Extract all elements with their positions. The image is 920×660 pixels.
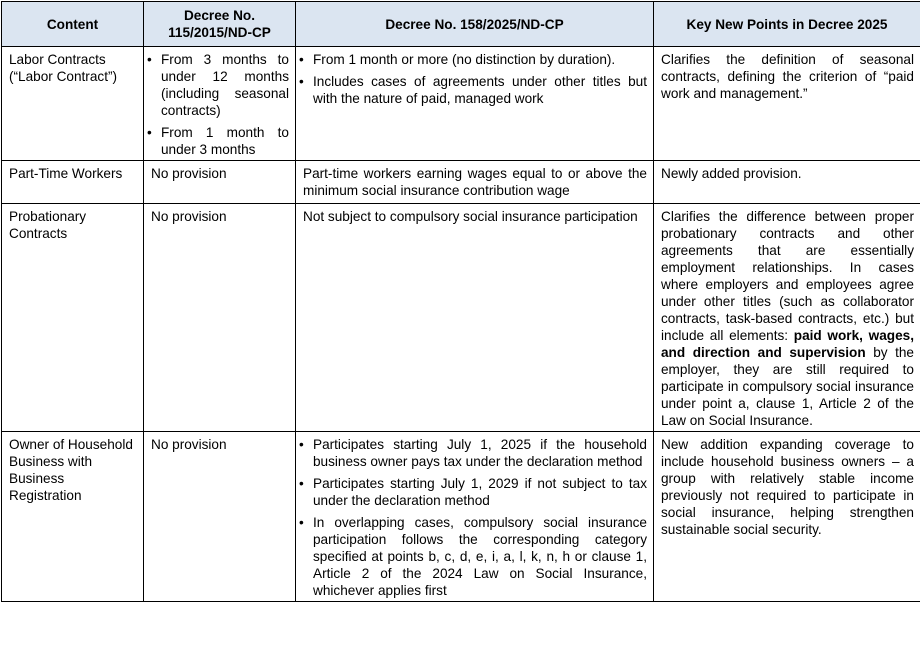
bullet-icon: • (147, 124, 152, 141)
bullet-icon: • (299, 475, 304, 492)
key-points-emphasis: paid work, wages, and direction and supervision (661, 328, 914, 360)
old-decree-cell (144, 47, 296, 161)
old-decree-list (151, 51, 289, 158)
key-points-text-before: Clarifies the difference between proper probationary contracts and other agreements that are essentially employment relationships. In cases where employers and employees agree under other titles (such as collaborator contracts, task-based contracts, etc.) but include all elements: (661, 209, 914, 343)
decree-comparison-table (1, 1, 920, 602)
list-item (303, 436, 647, 470)
key-points-cell: Clarifies the definition of seasonal contracts, defining the criterion of “paid work and management.” (654, 47, 920, 161)
header-old-decree (144, 2, 296, 47)
new-decree-cell (296, 432, 654, 602)
list-item (303, 475, 647, 509)
list-item (151, 124, 289, 158)
old-decree-cell: No provision (144, 204, 296, 432)
header-row (2, 2, 920, 47)
row-content-label: Probationary Contracts (2, 204, 144, 432)
bullet-icon: • (299, 73, 304, 90)
row-content-label: Owner of Household Business with Business Registration (2, 432, 144, 602)
list-item (303, 73, 647, 107)
header-key-points: Key New Points in Decree 2025 (654, 2, 920, 47)
header-old-decree-line1: Decree No. (184, 8, 255, 23)
list-item-text: Participates starting July 1, 2025 if the household business owner pays tax under the declaration method (313, 437, 647, 469)
bullet-icon: • (147, 51, 152, 68)
list-item (303, 51, 647, 68)
new-decree-list (303, 51, 647, 107)
bullet-icon: • (299, 51, 304, 68)
header-old-decree-line2: 115/2015/ND-CP (168, 25, 271, 40)
old-decree-cell: No provision (144, 161, 296, 204)
new-decree-list (303, 436, 647, 599)
header-content: Content (2, 2, 144, 47)
bullet-icon: • (299, 514, 304, 531)
row-content-label: Part-Time Workers (2, 161, 144, 204)
table-row (2, 204, 920, 432)
new-decree-cell: Not subject to compulsory social insurance participation (296, 204, 654, 432)
key-points-cell: New addition expanding coverage to include household business owners – a group with relatively stable income previously not required to participate in social insurance, helping strengthen sustainable social security. (654, 432, 920, 602)
old-decree-cell: No provision (144, 432, 296, 602)
list-item-text: From 1 month or more (no distinction by duration). (313, 52, 615, 67)
table-row (2, 47, 920, 161)
row-content-label: Labor Contracts (“Labor Contract”) (2, 47, 144, 161)
key-points-cell: Newly added provision. (654, 161, 920, 204)
key-points-cell (654, 204, 920, 432)
list-item-text: In overlapping cases, compulsory social insurance participation follows the corresponding category specified at points b, c, d, e, i, a, l, k, n, h or clause 1, Article 2 of the 2024 Law on Social Insurance, whichever applies first (313, 515, 647, 598)
list-item-text: Participates starting July 1, 2029 if not subject to tax under the declaration method (313, 476, 647, 508)
list-item (303, 514, 647, 599)
new-decree-cell: Part-time workers earning wages equal to or above the minimum social insurance contribution wage (296, 161, 654, 204)
list-item-text: Includes cases of agreements under other titles but with the nature of paid, managed work (313, 74, 647, 106)
table-row (2, 432, 920, 602)
key-points-text-after: by the employer, they are still required to participate in compulsory social insurance under point a, clause 1, Article 2 of the Law on Social Insurance. (661, 345, 914, 428)
list-item-text: From 1 month to under 3 months (161, 125, 289, 157)
header-new-decree: Decree No. 158/2025/ND-CP (296, 2, 654, 47)
table-row (2, 161, 920, 204)
list-item-text: From 3 months to under 12 months (including seasonal contracts) (161, 52, 289, 118)
new-decree-cell (296, 47, 654, 161)
list-item (151, 51, 289, 119)
bullet-icon: • (299, 436, 304, 453)
